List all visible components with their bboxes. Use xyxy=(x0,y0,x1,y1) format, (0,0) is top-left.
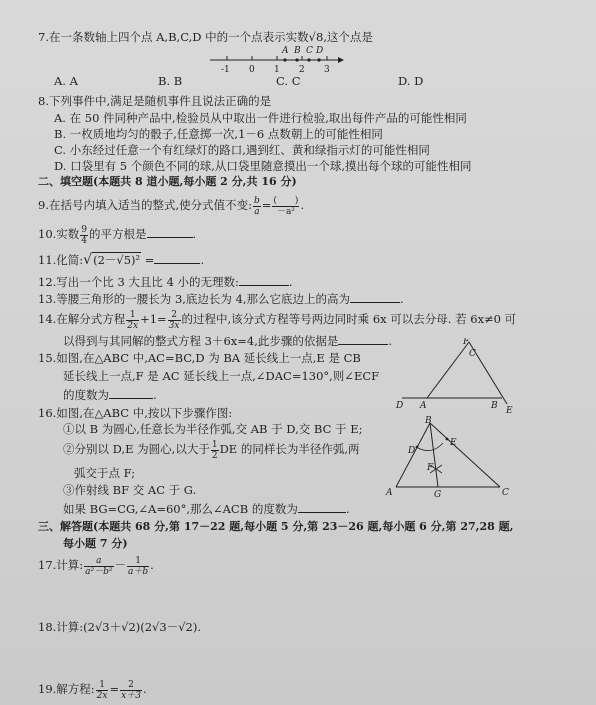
q16-step2-line2: 弧交于点 F; xyxy=(74,466,136,480)
q17-fraction-1: $\frac{a}{\text{a²－b²}}$ xyxy=(85,555,113,577)
q11-prefix: 11.化简: xyxy=(38,253,84,267)
section-3-heading: 三、解答题(本题共 68 分,第 17－22 题,每小题 5 分,第 23－26 题,每小题 6 分,第 27,28 题, xyxy=(38,520,514,533)
q9 xyxy=(38,193,304,217)
fig16-label-g: G xyxy=(434,490,442,500)
q15-line1: 15.如图,在△ABC 中,AC=BC,D 为 BA 延长线上一点,E 是 CB xyxy=(38,351,361,365)
q16-answer-blank[interactable] xyxy=(298,501,346,513)
q14-end: . xyxy=(388,334,393,348)
q11-equals: = xyxy=(141,253,155,267)
q11-answer-blank[interactable] xyxy=(154,252,200,264)
q16-step3: ③作射线 BF 交 AC 于 G. xyxy=(63,483,197,497)
point-a-label: A xyxy=(282,46,289,56)
q16-last-text: 如果 BG=CG,∠A=60°,那么∠ACB 的度数为 xyxy=(63,502,298,516)
q16-step1: ①以 B 为圆心,任意长为半径作弧,交 AB 于 D,交 BC 于 E; xyxy=(63,422,363,436)
q10 xyxy=(38,222,196,246)
q14-line2 xyxy=(63,333,392,348)
q9-end: . xyxy=(300,198,305,212)
point-c-label: C xyxy=(306,46,313,56)
fig15-label-f: F xyxy=(463,338,470,347)
q19-fraction-2: $\frac{2}{x+3}$ xyxy=(121,679,141,701)
q13-answer-blank[interactable] xyxy=(350,291,400,303)
q7-option-a[interactable]: A. A xyxy=(54,74,78,88)
q14-fraction-2: $\frac{2}{3x}$ xyxy=(168,309,180,331)
q16-figure xyxy=(380,415,520,500)
q7-option-d[interactable]: D. D xyxy=(398,74,424,88)
q14-prefix: 14.在解分式方程 xyxy=(38,312,126,326)
q19-equals: = xyxy=(109,682,120,696)
q19 xyxy=(38,676,147,702)
q12-answer-blank[interactable] xyxy=(239,274,289,286)
q15-end: . xyxy=(153,388,157,402)
q16-half-fraction: $\frac{1}{2}$ xyxy=(211,439,218,461)
tick-label: 2 xyxy=(299,65,305,75)
q17-minus: － xyxy=(114,558,127,572)
q8-option-a[interactable]: A. 在 50 件同种产品中,检验员从中取出一件进行检验,取出每件产品的可能性相同 xyxy=(54,111,467,125)
section-3-heading-line2: 每小题 7 分) xyxy=(63,537,128,550)
q16-step2-text: DE 的同样长为半径作弧,两 xyxy=(219,442,360,456)
fig16-label-a: A xyxy=(386,488,393,498)
fig16-label-f: F xyxy=(427,463,434,473)
q10-text: 的平方根是 xyxy=(89,227,147,241)
q14-fraction-1: $\frac{1}{2x}$ xyxy=(127,309,139,331)
q10-prefix: 10.实数 xyxy=(38,227,80,241)
q14-answer-blank[interactable] xyxy=(338,333,388,345)
q17-prefix: 17.计算: xyxy=(38,558,84,572)
q13 xyxy=(38,291,404,306)
q12 xyxy=(38,274,293,289)
fig15-label-d: D xyxy=(396,401,404,411)
q10-fraction: $\frac{9}{4}$ xyxy=(81,224,88,246)
fig16-label-d: D xyxy=(408,446,416,456)
fig15-label-e: E xyxy=(506,406,513,416)
q17-fraction-2: $\frac{1}{a+b}$ xyxy=(128,555,149,577)
q14-line2-text: 以得到与其同解的整式方程 3＋6x=4,此步骤的依据是 xyxy=(63,334,339,348)
q16-step2-prefix: ②分别以 D,E 为圆心,以大于 xyxy=(63,442,210,456)
q19-prefix: 19.解方程: xyxy=(38,682,95,696)
q7-number-line xyxy=(205,45,345,75)
q11: 11.化简:√(2－√5)² = . xyxy=(38,252,205,268)
fig16-label-e: E xyxy=(450,438,457,448)
q17 xyxy=(38,552,154,578)
q15-line3 xyxy=(63,387,157,402)
q14-mid: +1= xyxy=(140,312,167,326)
q7-option-c[interactable]: C. C xyxy=(276,74,301,88)
q16-step2 xyxy=(63,436,360,462)
tick-label: 1 xyxy=(274,65,280,75)
q8-stem: 8.下列事件中,满足是随机事件且说法正确的是 xyxy=(38,94,272,108)
q16-line1: 16.如图,在△ABC 中,按以下步骤作图: xyxy=(38,406,233,420)
q12-end: . xyxy=(288,275,293,289)
q18: 18.计算:(2√3＋√2)(2√3－√2). xyxy=(38,620,201,634)
fig15-label-c: C xyxy=(469,349,476,359)
q13-end: . xyxy=(400,292,404,306)
q19-end: . xyxy=(142,682,147,696)
q15-answer-blank[interactable] xyxy=(109,387,153,399)
q14-line1 xyxy=(38,306,516,332)
q12-text: 12.写出一个比 3 大且比 4 小的无理数: xyxy=(38,275,239,289)
tick-label: 3 xyxy=(324,65,330,75)
q11-end: . xyxy=(200,253,205,267)
q17-end: . xyxy=(150,558,154,572)
q7-stem: 7.在一条数轴上四个点 A,B,C,D 中的一个点表示实数√8,这个点是 xyxy=(38,30,373,44)
q16-last-line xyxy=(63,501,350,516)
q16-end: . xyxy=(345,502,350,516)
fig15-label-a: A xyxy=(420,401,427,411)
point-d-label: D xyxy=(316,46,324,56)
fig16-label-b: B xyxy=(425,416,432,426)
q19-fraction-1: $\frac{1}{2x}$ xyxy=(96,679,108,701)
q15-figure xyxy=(392,338,522,418)
q15-line3-text: 的度数为 xyxy=(63,388,109,402)
fig16-label-c: C xyxy=(502,488,509,498)
point-b-label: B xyxy=(294,46,301,56)
fig15-label-b: B xyxy=(491,401,498,411)
q8-option-c[interactable]: C. 小东经过任意一个有红绿灯的路口,遇到红、黄和绿指示灯的可能性相同 xyxy=(54,143,430,157)
q9-left-fraction: $\frac{b}{a}$ xyxy=(254,195,260,217)
q10-answer-blank[interactable] xyxy=(147,226,193,238)
q9-prefix: 9.在括号内填入适当的整式,使分式值不变: xyxy=(38,198,253,212)
section-2-heading: 二、填空题(本题共 8 道小题,每小题 2 分,共 16 分) xyxy=(38,175,297,188)
q14-text: 的过程中,该分式方程等号两边同时乘 6x 可以去分母. 若 6x≠0 可 xyxy=(181,312,517,326)
q13-text: 13.等腰三角形的一腰长为 3,底边长为 4,那么它底边上的高为 xyxy=(38,292,351,306)
q11-radicand: (2－√5)² xyxy=(93,253,141,267)
q8-option-d[interactable]: D. 口袋里有 5 个颜色不同的球,从口袋里随意摸出一个球,摸出每个球的可能性相同 xyxy=(54,159,472,173)
q9-equals: = xyxy=(261,198,272,212)
q9-right-fraction[interactable]: $\frac{( )}{\text{－a²}}$ xyxy=(273,195,299,217)
q7-option-b[interactable]: B. B xyxy=(158,74,183,88)
q8-option-b[interactable]: B. 一枚质地均匀的骰子,任意掷一次,1－6 点数朝上的可能性相同 xyxy=(54,127,383,141)
q10-end: . xyxy=(192,227,197,241)
tick-label: -1 xyxy=(221,65,230,75)
tick-label: 0 xyxy=(249,65,255,75)
q15-line2: 延长线上一点,F 是 AC 延长线上一点,∠DAC=130°,则∠ECF xyxy=(63,369,380,383)
